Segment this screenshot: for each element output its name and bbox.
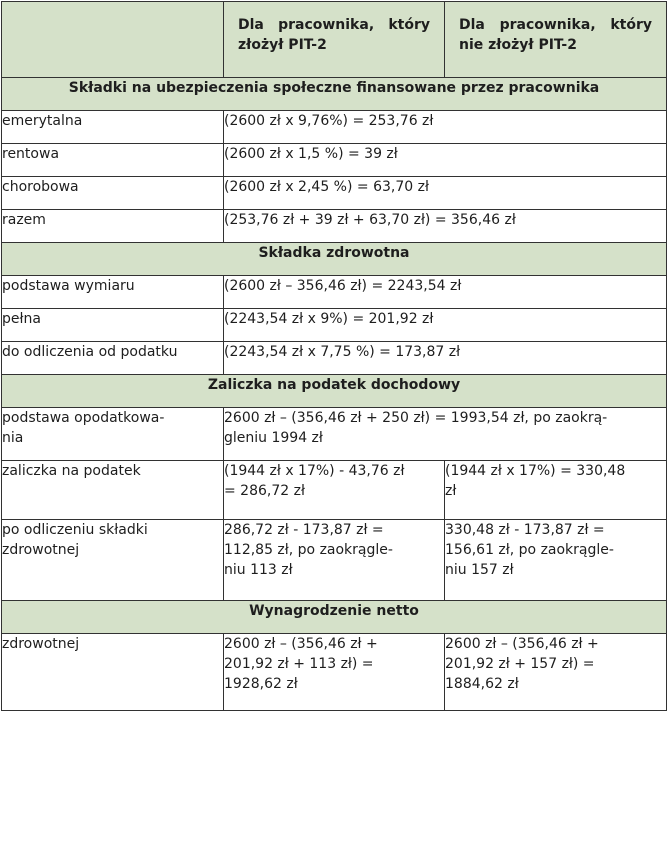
- header-corner-cell: [2, 2, 224, 78]
- row-value: (2600 zł – 356,46 zł) = 2243,54 zł: [224, 276, 667, 309]
- row-value-line: gleniu 1994 zł: [224, 430, 323, 446]
- table-row: [2, 634, 667, 711]
- table-row: [2, 520, 667, 601]
- row-value-line: = 286,72 zł: [224, 483, 305, 499]
- row-value-no-pit2: [445, 461, 667, 520]
- row-value-line: 330,48 zł - 173,87 zł =: [445, 522, 605, 538]
- row-label: zaliczka na podatek: [2, 461, 224, 520]
- table-row: [2, 111, 667, 144]
- row-value-line: 1928,62 zł: [224, 676, 298, 692]
- row-value: (2243,54 zł x 9%) = 201,92 zł: [224, 309, 667, 342]
- row-value-line: zł: [445, 483, 457, 499]
- salary-calculation-table: [1, 1, 667, 711]
- table-row: [2, 408, 667, 461]
- row-label: zdrowotnej: [2, 634, 224, 711]
- row-label-line: podstawa opodatkowa-: [2, 410, 165, 426]
- row-value-line: 156,61 zł, po zaokrągle-: [445, 542, 614, 558]
- table-row: [2, 309, 667, 342]
- row-value-line: 2600 zł – (356,46 zł + 250 zł) = 1993,54 zł, po zaokrą-: [224, 410, 608, 426]
- row-value-line: (1944 zł x 17%) = 330,48: [445, 463, 626, 479]
- row-label: [2, 408, 224, 461]
- section-header-net-salary: Wynagrodzenie netto: [2, 601, 667, 634]
- row-label: rentowa: [2, 144, 224, 177]
- row-value-line: 112,85 zł, po zaokrągle-: [224, 542, 393, 558]
- table-row: [2, 144, 667, 177]
- row-value-no-pit2: [445, 520, 667, 601]
- table-row: [2, 342, 667, 375]
- row-value-line: 2600 zł – (356,46 zł +: [445, 636, 599, 652]
- row-label-line: nia: [2, 430, 24, 446]
- row-label: podstawa wymiaru: [2, 276, 224, 309]
- row-value: (2600 zł x 9,76%) = 253,76 zł: [224, 111, 667, 144]
- header-row: [2, 2, 667, 78]
- table-row: [2, 276, 667, 309]
- row-value-line: 2600 zł – (356,46 zł +: [224, 636, 378, 652]
- row-value: [224, 408, 667, 461]
- row-value: (2243,54 zł x 7,75 %) = 173,87 zł: [224, 342, 667, 375]
- row-value: (2600 zł x 2,45 %) = 63,70 zł: [224, 177, 667, 210]
- row-value: (253,76 zł + 39 zł + 63,70 zł) = 356,46 zł: [224, 210, 667, 243]
- row-label-line: po odliczeniu składki: [2, 522, 148, 538]
- row-label: [2, 520, 224, 601]
- table-row: [2, 210, 667, 243]
- row-label: emerytalna: [2, 111, 224, 144]
- row-value-line: 286,72 zł - 173,87 zł =: [224, 522, 384, 538]
- row-value-line: 201,92 zł + 157 zł) =: [445, 656, 595, 672]
- row-value-line: niu 157 zł: [445, 562, 514, 578]
- section-header-social-contributions: Składki na ubezpieczenia społeczne finansowane przez pracownika: [2, 78, 667, 111]
- table-row: [2, 461, 667, 520]
- section-header-income-tax-advance: Zaliczka na podatek dochodowy: [2, 375, 667, 408]
- row-value-line: 1884,62 zł: [445, 676, 519, 692]
- row-label: do odliczenia od podatku: [2, 342, 224, 375]
- row-value-line: niu 113 zł: [224, 562, 293, 578]
- row-value-pit2: [224, 634, 445, 711]
- row-label-line: zdrowotnej: [2, 542, 80, 558]
- section-header-health-contribution: Składka zdrowotna: [2, 243, 667, 276]
- row-label: pełna: [2, 309, 224, 342]
- header-pit2-filed: Dla pracownika, który złożył PIT-2: [224, 2, 445, 78]
- row-value-pit2: [224, 520, 445, 601]
- table-row: [2, 177, 667, 210]
- row-value: (2600 zł x 1,5 %) = 39 zł: [224, 144, 667, 177]
- row-value-line: 201,92 zł + 113 zł) =: [224, 656, 374, 672]
- row-value-line: (1944 zł x 17%) - 43,76 zł: [224, 463, 405, 479]
- row-value-pit2: [224, 461, 445, 520]
- row-label: razem: [2, 210, 224, 243]
- header-pit2-not-filed: Dla pracownika, który nie złożył PIT-2: [445, 2, 667, 78]
- row-value-no-pit2: [445, 634, 667, 711]
- row-label: chorobowa: [2, 177, 224, 210]
